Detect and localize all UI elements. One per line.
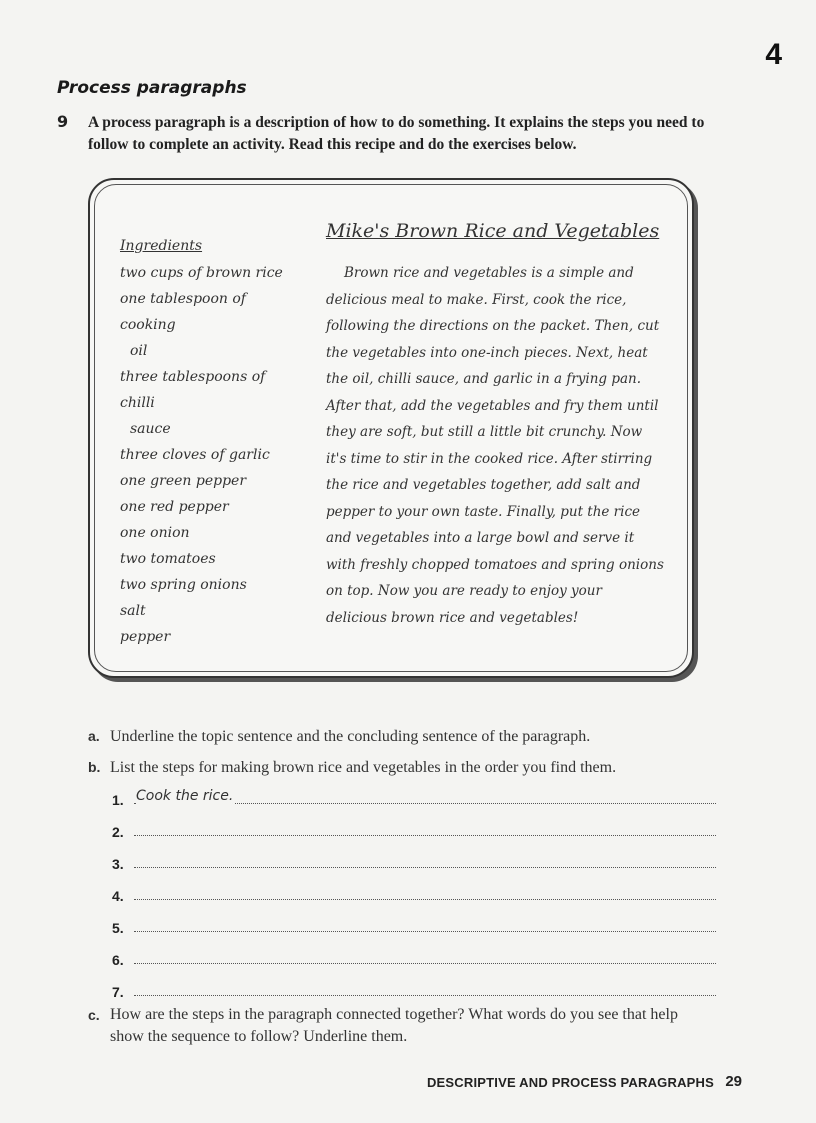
ingredient-item: one tablespoon of cooking	[120, 291, 246, 333]
step-number: 2.	[112, 824, 124, 840]
ingredient-item: three tablespoons of chilli	[120, 369, 266, 411]
question-a	[88, 728, 590, 746]
recipe-title: Mike's Brown Rice and Vegetables	[326, 220, 660, 242]
step-number: 5.	[112, 920, 124, 936]
step-number: 3.	[112, 856, 124, 872]
question-label: c.	[88, 1007, 100, 1023]
question-label: b.	[88, 759, 101, 775]
ingredients-heading: Ingredients	[120, 238, 203, 254]
page-number: 29	[725, 1073, 742, 1090]
ingredient-item: sauce	[130, 421, 171, 437]
answer-line[interactable]	[112, 848, 716, 872]
answer-line[interactable]	[112, 976, 716, 1000]
question-b	[88, 759, 616, 777]
dotted-line	[134, 995, 716, 996]
exercise-number: 9	[57, 112, 69, 131]
dotted-line	[134, 931, 716, 932]
ingredient-item: oil	[130, 343, 148, 359]
ingredient-item: pepper	[120, 629, 171, 645]
step-number: 1.	[112, 792, 124, 808]
step-number: 7.	[112, 984, 124, 1000]
answer-line[interactable]	[112, 912, 716, 936]
ingredient-item: one red pepper	[120, 499, 229, 515]
section-title: Process paragraphs	[57, 78, 247, 98]
dotted-line	[134, 899, 716, 900]
step-number: 6.	[112, 952, 124, 968]
answer-line[interactable]	[112, 944, 716, 968]
answer-text: Cook the rice.	[136, 788, 234, 804]
chapter-number: 4	[765, 38, 782, 71]
question-label: a.	[88, 728, 100, 744]
question-text: How are the steps in the paragraph connected together? What words do you see that help show the sequence to follow? Underline them.	[110, 1006, 678, 1045]
recipe-paragraph: Brown rice and vegetables is a simple and delicious meal to make. First, cook the rice, following the directions on the packet. Then, cut the vegetables into one-inch pieces. Next, heat the oil, chilli sauce, and garlic in a frying pan. After that, add the vegetables and fry them until they are soft, but still a little bit crunchy. Now it's time to stir in the cooked rice. After stirring the rice and vegetables together, add salt and pepper to your own taste. Finally, put the rice and vegetables into a large bowl and serve it with freshly chopped tomatoes and spring onions on top. Now you are ready to enjoy your delicious brown rice and vegetables!	[326, 265, 664, 626]
ingredient-item: one green pepper	[120, 473, 247, 489]
step-number: 4.	[112, 888, 124, 904]
ingredient-item: two tomatoes	[120, 551, 216, 567]
answer-line[interactable]	[112, 880, 716, 904]
question-text: List the steps for making brown rice and vegetables in the order you find them.	[110, 759, 617, 776]
answer-line[interactable]	[112, 784, 716, 808]
ingredient-item: one onion	[120, 525, 190, 541]
dotted-line	[134, 835, 716, 836]
exercise-intro: A process paragraph is a description of how to do something. It explains the steps you need to follow to complete an activity. Read this recipe and do the exercises below.	[88, 114, 705, 153]
ingredient-item: salt	[120, 603, 146, 619]
running-footer: DESCRIPTIVE AND PROCESS PARAGRAPHS	[426, 1075, 714, 1090]
question-text: Underline the topic sentence and the concluding sentence of the paragraph.	[110, 728, 591, 745]
ingredients-list	[120, 238, 300, 650]
ingredient-item: three cloves of garlic	[120, 447, 270, 463]
recipe-card	[88, 178, 694, 678]
question-c	[88, 1004, 708, 1048]
dotted-line	[134, 963, 716, 964]
ingredient-item: two cups of brown rice	[120, 265, 283, 281]
ingredient-item: two spring onions	[120, 577, 247, 593]
answer-line[interactable]	[112, 816, 716, 840]
dotted-line	[134, 867, 716, 868]
